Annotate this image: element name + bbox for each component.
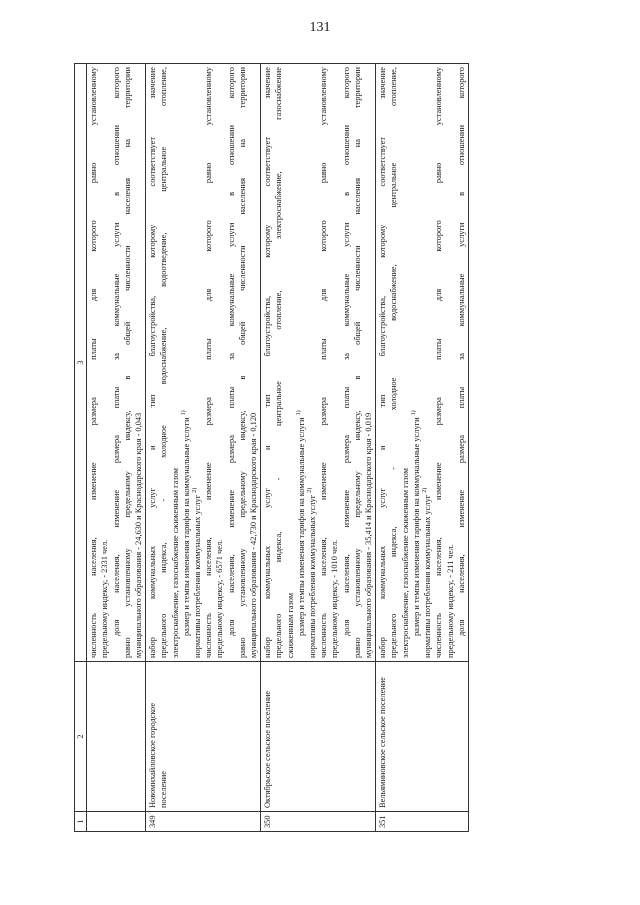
row-description: набор коммунальных услуг и тип благоустройства, которому соответствует значение предельного индекса, - холодное водоснабжение, водоотведение, центральное отопление, электроснабжение, газоснабжение сжиженным газом размер и темпы изменения тарифов на коммунальные услуги $^{1)}$ нормативы потребления коммунальных услуг $^{2)}$ численность населения, изменение размера платы для которого равно установленному предельному индексу, - 6571 чел. доля населения, изменение размера платы за коммунальные услуги в отношении которого равно установленному предельному индексу, в общей численности населения на территории муниципального образования - 42,730 и Краснодарского края - 0,120 — [146, 64, 261, 662]
rotated-table-page — [74, 64, 582, 832]
header-col-2: 2 — [75, 662, 87, 812]
row-number: 351 — [376, 812, 469, 832]
table-row — [261, 64, 376, 832]
table-row — [146, 64, 261, 832]
settlement-name: Октябрьское сельское поселение — [261, 662, 376, 812]
table-row — [376, 64, 469, 832]
data-table — [74, 63, 469, 832]
header-col-3: 3 — [75, 64, 87, 662]
table-header-row — [75, 64, 87, 832]
settlement-name: Новомихайловское городское поселение — [146, 662, 261, 812]
table-row-continuation — [87, 64, 146, 832]
header-col-1: 1 — [75, 812, 87, 832]
page-number: 131 — [309, 20, 331, 35]
row-number: 350 — [261, 812, 376, 832]
continuation-text: численность населения, изменение размера платы для которого равно установленному предельному индексу, - 2331 чел. доля населения, изменение размера платы за коммунальные услуги в отношении которого равно установленному предельному индексу, в общей численности населения на территории муниципального образования - 24,630 и Краснодарского края - 0,043 — [87, 64, 146, 662]
settlement-name: Вельяминовское сельское поселение — [376, 662, 469, 812]
row-number: 349 — [146, 812, 261, 832]
row-description: набор коммунальных услуг и тип благоустройства, которому соответствует значение предельного индекса, - холодное водоснабжение, центральное отопление, электроснабжение, газоснабжение сжиженным газом размер и темпы изменения тарифов на коммунальные услуги $^{1)}$ нормативы потребления коммунальных услуг $^{2)}$ численность населения, изменение размера платы для которого равно установленному предельному индексу, - 211 чел. доля населения, изменение размера платы за коммунальные услуги в отношении которого — [376, 64, 469, 662]
row-description: набор коммунальных услуг и тип благоустройства, которому соответствует значение предельного индекса, - центральное отопление, электроснабжение, газоснабжение сжиженным газом размер и темпы изменения тарифов на коммунальные услуги $^{1)}$ нормативы потребления коммунальных услуг $^{2)}$ численность населения, изменение размера платы для которого равно установленному предельному индексу, - 1010 чел. доля населения, изменение размера платы за коммунальные услуги в отношении которого равно установленному предельному индексу, в общей численности населения на территории муниципального образования - 35,414 и Краснодарского края - 0,019 — [261, 64, 376, 662]
